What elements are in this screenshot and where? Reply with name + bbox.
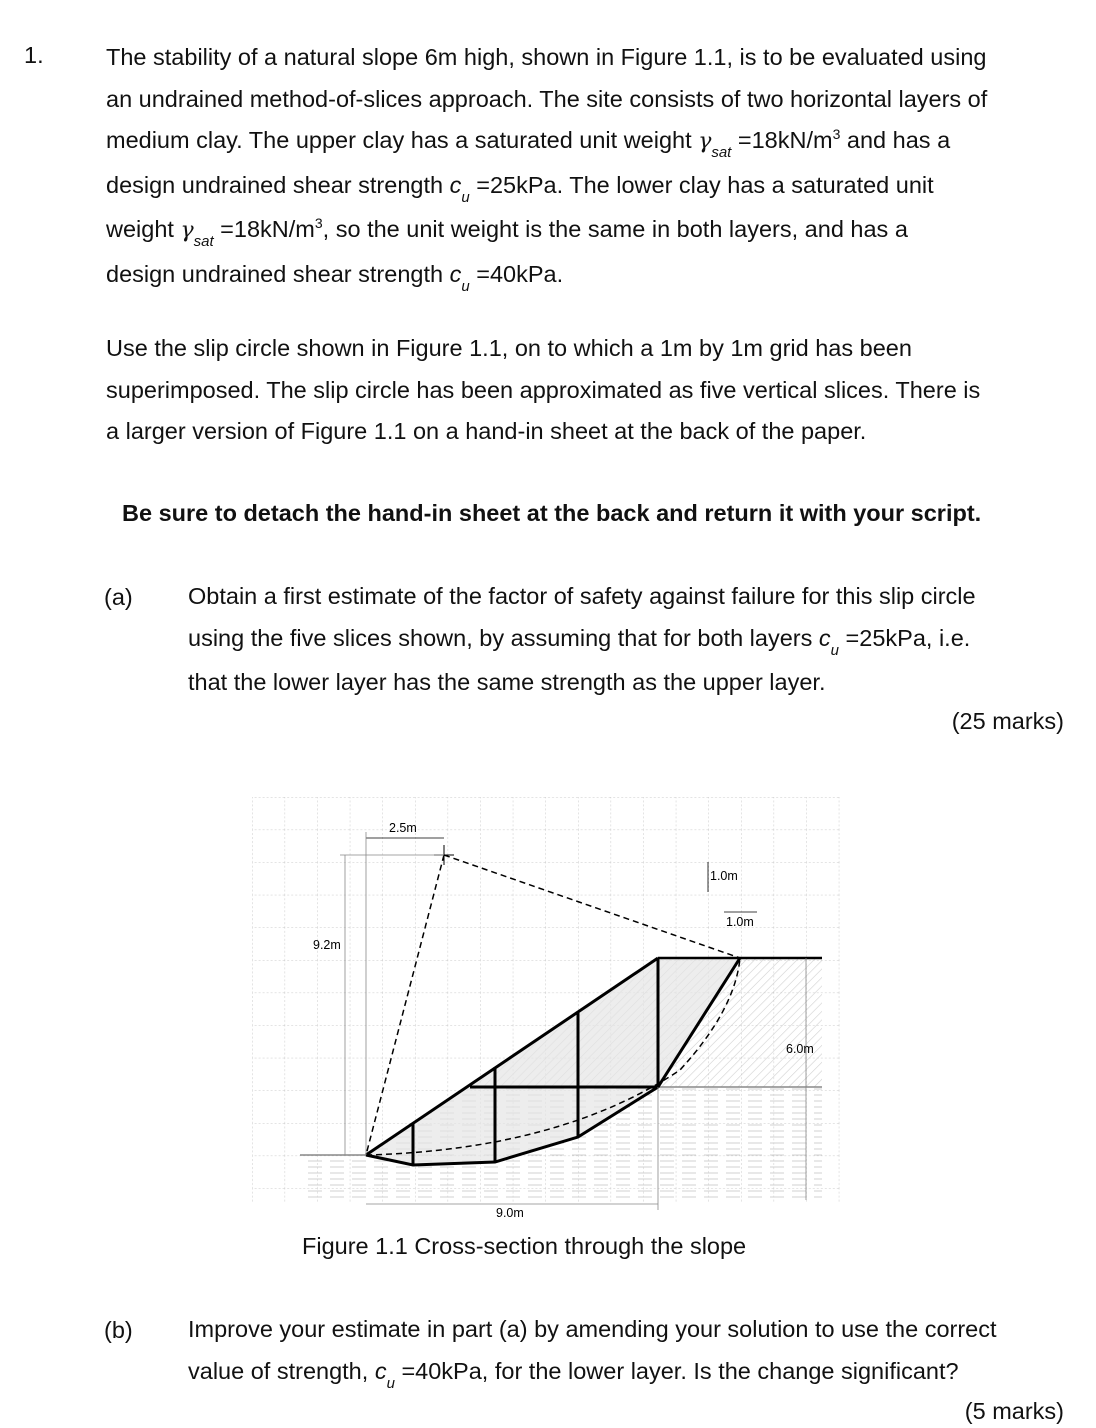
part-b-label: (b) <box>104 1317 133 1343</box>
part-a-line-3: that the lower layer has the same strength as the upper layer. <box>188 669 826 695</box>
part-b-line-2: value of strength, $c_u =40kPa$, for the lower layer. Is the change significant? <box>188 1357 959 1392</box>
part-b-marks: (5 marks) <box>964 1398 1064 1424</box>
slip-line-1: Use the slip circle shown in Figure 1.1, on to which a 1m by 1m grid has been <box>106 335 912 361</box>
hand-in-warning: Be sure to detach the hand-in sheet at the back and return it with your script. <box>122 500 982 526</box>
intro-line-4: design undrained shear strength $c_u =25kPa$. The lower clay has a saturated unit <box>106 171 934 206</box>
dim-label-6-0: 6.0m <box>786 1042 814 1056</box>
dim-label-9-0: 9.0m <box>496 1206 524 1220</box>
slip-line-2: superimposed. The slip circle has been approximated as five vertical slices. There is <box>106 376 981 403</box>
intro-line-3: medium clay. The upper clay has a saturated unit weight $\gamma_{sat} =18kN/m^3$ and has a <box>106 126 951 161</box>
dim-label-1-0-horiz: 1.0m <box>726 915 754 929</box>
part-b-line-1: Improve your estimate in part (a) by amending your solution to use the correct <box>188 1316 997 1342</box>
intro-line-6: design undrained shear strength $c_u =40kPa$. <box>106 260 564 295</box>
part-a-line-2: using the five slices shown, by assuming that for both layers $c_u =25kPa$, i.e. <box>188 624 971 659</box>
part-b-text <box>188 1309 1068 1395</box>
question-number: 1. <box>24 42 44 68</box>
intro-line-2: an undrained method-of-slices approach. The site consists of two horizontal layers of <box>106 85 988 112</box>
part-a-label: (a) <box>104 584 133 610</box>
dim-label-2-5: 2.5m <box>389 821 417 835</box>
slip-line-3: a larger version of Figure 1.1 on a hand-in sheet at the back of the paper. <box>106 418 867 444</box>
cu-lower-value: =40kPa <box>476 260 557 287</box>
intro-line-1: The stability of a natural slope 6m high, shown in Figure 1.1, is to be evaluated using <box>106 44 987 70</box>
gamma-symbol: γ <box>698 129 712 154</box>
figure-caption: Figure 1.1 Cross-section through the slope <box>302 1233 747 1259</box>
cu-symbol: c <box>449 171 462 198</box>
intro-line-5: weight $\gamma_{sat} =18kN/m^3$, so the unit weight is the same in both layers, and has a <box>106 215 908 250</box>
dim-label-1-0-vert: 1.0m <box>710 869 738 883</box>
cu-upper-value: =25kPa <box>476 171 557 198</box>
dim-label-9-2: 9.2m <box>313 938 341 952</box>
part-a-marks: (25 marks) <box>951 708 1064 734</box>
gamma-upper-value: =18kN/m <box>737 127 833 153</box>
gamma-lower-value: =18kN/m <box>220 216 315 242</box>
part-a-line-1: Obtain a first estimate of the factor of safety against failure for this slip circle <box>188 583 976 609</box>
